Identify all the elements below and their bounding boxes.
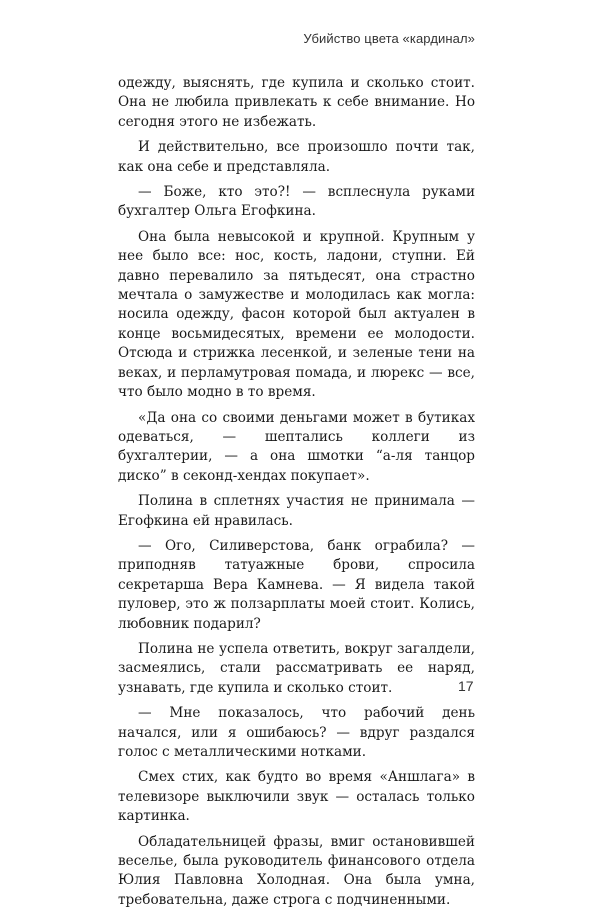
paragraph: — Ого, Силиверстова, банк ограбила? — приподняв татуажные брови, спросила секретарша Вера Камнева. — Я видела такой пуловер, это ж ползарплаты моей стоит. Колись, любовник подарил? (118, 537, 475, 632)
paragraph: — Мне показалось, что рабочий день начался, или я ошибаюсь? — вдруг раздался голос с металлическими нотками. (118, 705, 475, 760)
paragraph: Она была невысокой и крупной. Крупным у нее было все: нос, кость, ладони, ступни. Ей давно перевалило за пятьдесят, она страстно мечтала о замужестве и молодилась как могла: носила одежду, фасон которой был актуален в конце восьмидесятых, времени ее молодости. Отсюда и стрижка лесенкой, и зеленые тени на веках, и перламутровая помада, и люрекс — все, что было модно в то время. (118, 228, 475, 401)
paragraph: Обладательницей фразы, вмиг остановившей веселье, была руководитель финансового отдела Юлия Павловна Холодная. Она была умна, требовательна, даже строга с подчиненными. (118, 833, 475, 908)
paragraph: Полина в сплетнях участия не принимала — Егофкина ей нравилась. (118, 493, 475, 529)
page-number: 17 (458, 678, 474, 694)
body-text (118, 74, 475, 916)
running-header: Убийство цвета «кардинал» (303, 31, 475, 46)
paragraph: Полина не успела ответить, вокруг загалдели, засмеялись, стали рассматривать ее наряд, узнавать, где купила и сколько стоит. (118, 640, 475, 696)
paragraph: И действительно, все произошло почти так, как она себе и представляла. (118, 139, 475, 175)
paragraph: одежду, выяснять, где купила и сколько стоит. Она не любила привлекать к себе внимание. Но сегодня этого не избежать. (118, 75, 475, 130)
paragraph: Смех стих, как будто во время «Аншлага» в телевизоре выключили звук — осталась только картинка. (118, 769, 475, 825)
paragraph: — Боже, кто это?! — всплеснула руками бухгалтер Ольга Егофкина. (118, 184, 475, 220)
paragraph: «Да она со своими деньгами может в бутиках одеваться, — шептались коллеги из бухгалтерии, — а она шмотки “а-ля танцор диско” в секонд-хендах покупает». (118, 409, 475, 484)
